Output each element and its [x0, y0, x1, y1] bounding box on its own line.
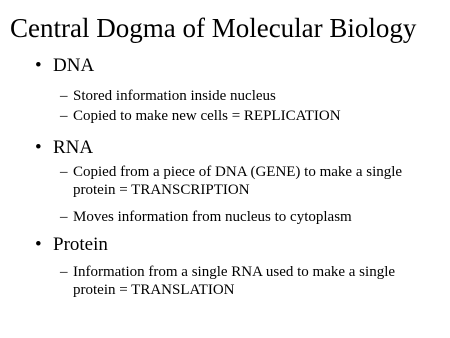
subpoint-rna-1 [60, 163, 418, 199]
bullet-heading: Protein [53, 234, 108, 255]
dash-icon: – [60, 209, 68, 225]
bullet-heading: DNA [53, 55, 95, 76]
subpoint-dna-2 [60, 107, 418, 125]
subpoint-protein-1 [60, 263, 418, 299]
bullet-dot-icon: • [35, 55, 42, 76]
subpoint-text: Copied to make new cells = REPLICATION [73, 108, 341, 124]
subpoint-dna-1 [60, 87, 418, 105]
bullet-heading: RNA [53, 137, 94, 158]
bullet-dot-icon: • [35, 137, 42, 158]
dash-icon: – [60, 164, 68, 180]
bullet-dna [35, 55, 94, 77]
dash-icon: – [60, 264, 68, 280]
bullet-protein [35, 234, 108, 256]
subpoint-text: Information from a single RNA used to make a single protein = TRANSLATION [73, 264, 396, 298]
subpoint-text: Moves information from nucleus to cytoplasm [73, 209, 352, 225]
subpoint-text: Stored information inside nucleus [73, 88, 276, 104]
bullet-dot-icon: • [35, 234, 42, 255]
subpoint-rna-2 [60, 208, 418, 226]
subpoint-text: Copied from a piece of DNA (GENE) to make a single protein = TRANSCRIPTION [73, 164, 403, 198]
bullet-rna [35, 137, 93, 159]
dash-icon: – [60, 88, 68, 104]
slide-title: Central Dogma of Molecular Biology [10, 13, 417, 43]
dash-icon: – [60, 108, 68, 124]
